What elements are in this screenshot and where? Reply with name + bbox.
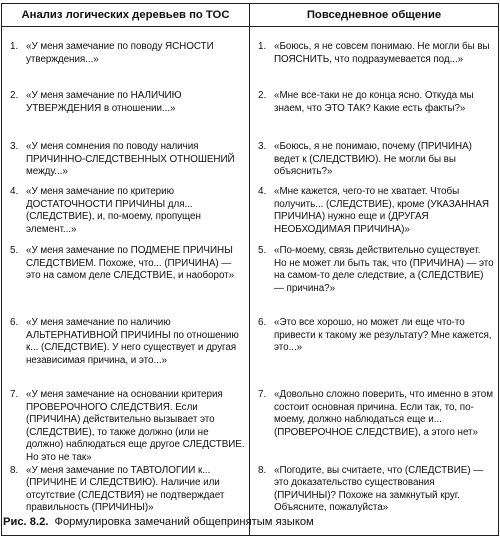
everyday-phrase-text: «Довольно сложно поверить, что именно в этом состоит основная причина. Если так, то, по-моему, должно наблюдаться еще и... (ПРОВЕРОЧНОЕ СЛЕДСТВИЕ), а этого нет»: [274, 389, 493, 438]
toc-phrase: [2, 141, 249, 179]
item-number: 4.: [258, 186, 267, 197]
item-number: 6.: [258, 317, 267, 328]
toc-phrase: [2, 317, 249, 367]
item-number: 2.: [258, 90, 267, 101]
header-everyday-communication: Повседневное общение: [250, 4, 499, 27]
everyday-phrase-text: «Погодите, вы считаете, что (СЛЕДСТВИЕ) — это доказательство существования (ПРИЧИНЫ)? Похоже на замкнутый круг. Объясните, пожалуйста»: [274, 464, 484, 514]
toc-phrase: [2, 41, 249, 66]
toc-phrase: [2, 465, 249, 515]
table-row: [2, 141, 499, 186]
everyday-phrase-text: «По-моему, связь действительно существует. Но не может ли быть так, что (ПРИЧИНА) — это на самом-то деле следствие, а (СЛЕДСТВИЕ) — причина?»: [274, 245, 494, 294]
everyday-phrase-text: «Мне все-таки не до конца ясно. Откуда мы знаем, что ЭТО ТАК? Какие есть факты?»: [274, 90, 474, 114]
table-row: [2, 389, 499, 465]
toc-phrase: [2, 186, 249, 236]
comparison-table: [1, 3, 499, 536]
everyday-phrase: [250, 186, 498, 236]
everyday-phrase: [250, 389, 498, 439]
toc-phrase: [2, 389, 249, 465]
item-number: 7.: [258, 389, 267, 400]
item-number: 1.: [10, 41, 19, 52]
figure-caption-text: Формулировка замечаний общепринятым языком: [54, 516, 314, 528]
item-number: 5.: [10, 245, 19, 256]
figure-caption: [3, 516, 314, 528]
figure-label: Рис. 8.2.: [3, 516, 49, 528]
everyday-phrase: [250, 90, 498, 115]
toc-phrase: [2, 90, 249, 115]
item-number: 8.: [10, 464, 19, 476]
item-number: 3.: [258, 141, 267, 152]
table-row: [2, 90, 499, 141]
everyday-phrase-text: «Это все хорошо, но может ли еще что-то привести к такому же результату? Мне кажется, это...»: [274, 317, 492, 354]
item-number: 6.: [10, 317, 19, 328]
table-row: [2, 186, 499, 245]
toc-phrase-text: «У меня сомнения по поводу наличия ПРИЧИННО-СЛЕДСТВЕННЫХ ОТНОШЕНИЙ между...»: [26, 141, 235, 178]
everyday-phrase-text: «Боюсь, я не понимаю, почему (ПРИЧИНА) ведет к (СЛЕДСТВИЮ). Не могли бы вы объяснить?»: [274, 141, 472, 178]
everyday-phrase-text: «Боюсь, я не совсем понимаю. Не могли бы вы ПОЯСНИТЬ, что подразумевается под...»: [274, 41, 490, 65]
table-row: [2, 27, 499, 91]
toc-phrase: [2, 245, 249, 283]
item-number: 7.: [10, 389, 19, 400]
everyday-phrase: [250, 245, 498, 295]
table-row: [2, 245, 499, 317]
toc-phrase-text: «У меня замечание по ПОДМЕНЕ ПРИЧИНЫ СЛЕДСТВИЕМ. Похоже, что... (ПРИЧИНА) — это на самом деле СЛЕДСТВИЕ, и наоборот»: [26, 245, 235, 282]
toc-phrase-text: «У меня замечание по поводу ЯСНОСТИ утверждения...»: [26, 41, 214, 65]
item-number: 2.: [10, 90, 19, 101]
toc-phrase-text: «У меня замечание по ТАВТОЛОГИИ к...(ПРИЧИНЕ И СЛЕДСТВИЮ). Наличие или отсутствие (СЛЕДСТВИЯ) не подтверждает правильность (ПРИЧИНЫ)»: [26, 464, 225, 514]
item-number: 3.: [10, 141, 19, 152]
item-number: 8.: [258, 464, 267, 476]
item-number: 4.: [10, 186, 19, 197]
everyday-phrase: [250, 465, 498, 515]
header-row: [2, 4, 499, 27]
everyday-phrase: [250, 41, 498, 66]
item-number: 5.: [258, 245, 267, 256]
everyday-phrase-text: «Мне кажется, чего-то не хватает. Чтобы получить... (СЛЕДСТВИЕ), кроме (УКАЗАННАЯ ПРИЧИНА) нужно еще и (ДРУГАЯ НЕОБХОДИМАЯ ПРИЧИНА)»: [274, 186, 489, 235]
everyday-phrase: [250, 317, 498, 355]
everyday-phrase: [250, 141, 498, 179]
toc-phrase-text: «У меня замечание по НАЛИЧИЮ УТВЕРЖДЕНИЯ в отношении...»: [26, 90, 182, 114]
toc-phrase-text: «У меня замечание на основании критерия ПРОВЕРОЧНОГО СЛЕДСТВИЯ. Если (ПРИЧИНА) действительно вызывает это (СЛЕДСТВИЕ), то также должно (или не должно) наблюдаться еще другое СЛЕДСТВИЕ. Но это не так»: [26, 389, 245, 463]
item-number: 1.: [258, 41, 267, 52]
header-toc-analysis: Анализ логических деревьев по ТОС: [2, 4, 250, 27]
toc-phrase-text: «У меня замечание по наличию АЛЬТЕРНАТИВНОЙ ПРИЧИНЫ по отношению к... (СЛЕДСТВИЕ). У него существует и другая независимая причина, и это...»: [26, 317, 239, 366]
table-row: [2, 317, 499, 389]
toc-phrase-text: «У меня замечание по критерию ДОСТАТОЧНОСТИ ПРИЧИНЫ для... (СЛЕДСТВИЕ), и, по-моему, пропущен элемент...»: [26, 186, 201, 235]
